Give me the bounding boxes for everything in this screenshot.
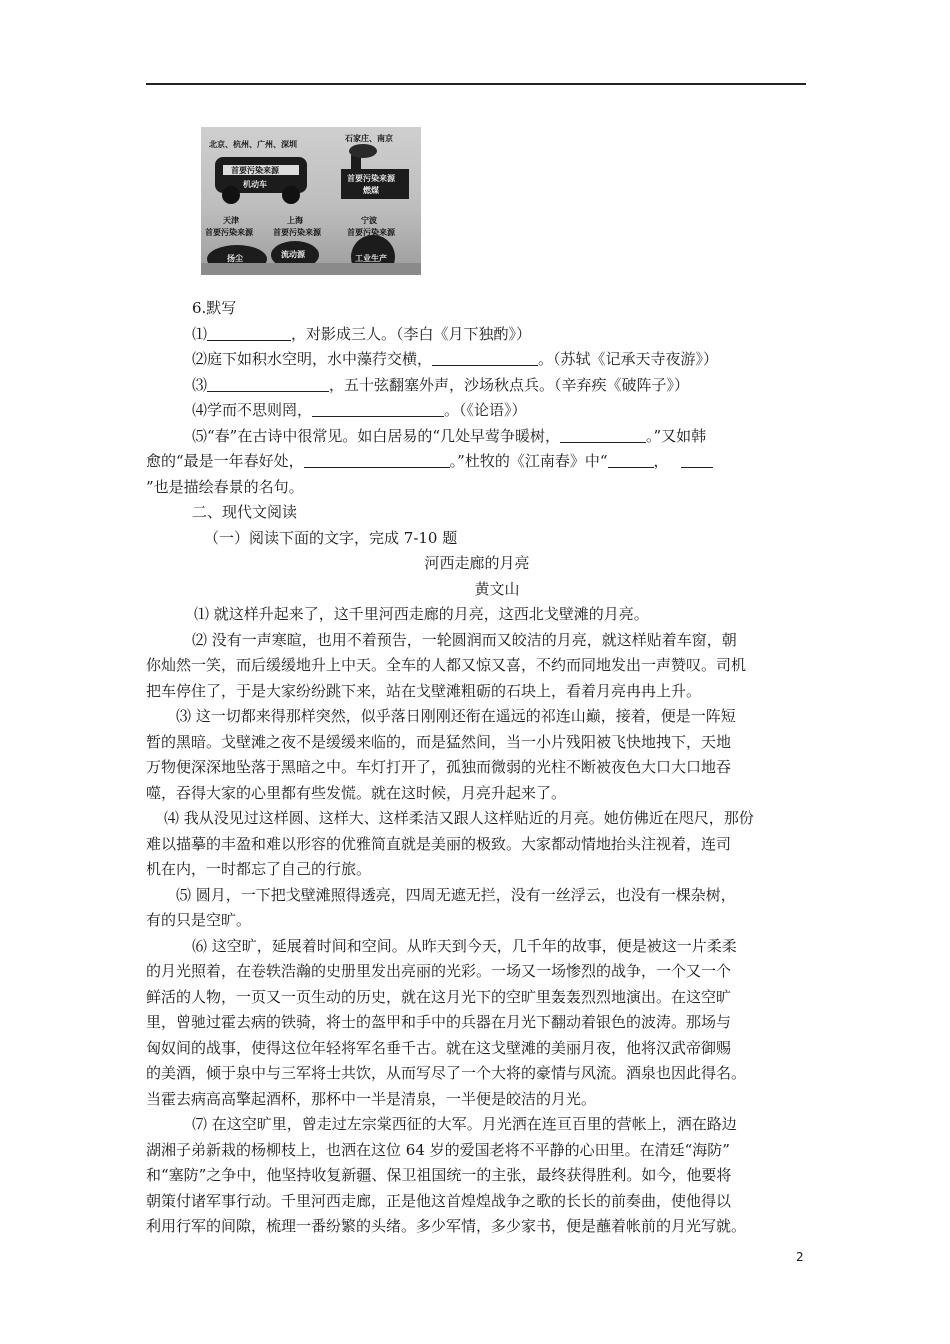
- paragraph-4-line-3: 机在内，一时都忘了自己的行旅。: [146, 860, 372, 878]
- paragraph-2-line-2: 你灿然一笑，而后缓缓地升上中天。全车的人都又惊又喜，不约而同地发出一声赞叹。司机: [146, 656, 747, 674]
- q5-text-3: 愈的“最是一年春好处，: [146, 452, 304, 470]
- paragraph-3-line-2: 暂的黑暗。戈壁滩之夜不是缓缓来临的，而是猛然间，当一小片残阳被飞快地拽下，天地: [146, 732, 732, 751]
- figure-label-dust: 扬尘: [227, 254, 243, 263]
- paragraph-3-line-1: ⑶ 这一切都来得那样突然，似乎落日刚刚还衔在遥远的祁连山巅，接着，便是一阵短: [176, 707, 736, 725]
- paragraph-6-line-2: 的月光照着，在卷轶浩瀚的史册里发出亮丽的光彩。一场又一场惨烈的战争，一个又一个: [146, 962, 732, 980]
- question-5-line-1: [146, 424, 808, 450]
- figure-label-sub1: 首要污染来源: [205, 228, 253, 237]
- answer-blank-1[interactable]: [207, 324, 291, 341]
- paragraph-5-line-2: 有的只是空旷。: [146, 911, 252, 929]
- paragraph-2-line-3: 把车停住了，于是大家纷纷跳下来，站在戈壁滩粗砺的石块上，看着月亮冉冉上升。: [146, 681, 702, 700]
- paragraph-4-line-2: 难以描摹的丰盈和难以形容的优雅简直就是美丽的极致。大家都动情地抬头注视着，连司: [146, 834, 732, 853]
- q1-text: ，对影成三人。（李白《月下独酌》）: [291, 324, 532, 343]
- header-rule: [146, 83, 806, 85]
- answer-blank-3[interactable]: [207, 375, 329, 392]
- page-number: 2: [796, 1250, 804, 1264]
- paragraph-7-line-2: 湖湘子弟新栽的杨柳枝上，也洒在这位 64 岁的爱国老将不平静的心田里。在清廷“海防”: [146, 1140, 730, 1159]
- paragraph-6-line-3: 鲜活的人物，一页又一页生动的历史，就在这月光下的空旷里轰轰烈烈地演出。在这空旷: [146, 987, 732, 1006]
- article-title: 河西走廊的月亮: [424, 554, 530, 572]
- paragraph-6-line-1: ⑹ 这空旷，延展着时间和空间。从昨天到今天，几千年的故事，便是被这一片柔柔: [192, 936, 737, 955]
- figure-label-coal: 燃煤: [363, 186, 379, 195]
- section-6-title: 6.默写: [192, 299, 237, 317]
- paragraph-7-line-4: 朝策付诸军事行动。千里河西走廊，正是他这首煌煌战争之歌的长长的前奏曲，使他得以: [146, 1191, 732, 1210]
- q4-text-end: 。（《论语》）: [444, 401, 527, 419]
- figure-label-industry: 工业生产: [355, 254, 387, 263]
- paragraph-3-line-3: 万物便深深地坠落于黑暗之中。车灯打开了，孤独而微弱的光柱不断被夜色大口大口地吞: [146, 758, 732, 776]
- q3-text: ，五十弦翻塞外声，沙场秋点兵。（辛弃疾《破阵子》）: [329, 375, 690, 394]
- answer-blank-5b[interactable]: [304, 451, 450, 468]
- question-1: [146, 322, 808, 348]
- paragraph-4-line-1: ⑷ 我从没见过这样圆、这样大、这样柔洁又跟人这样贴近的月亮。她仿佛近在咫尺，那份: [164, 809, 754, 827]
- pollution-sources-figure: [201, 127, 421, 275]
- answer-blank-5d[interactable]: [681, 451, 713, 468]
- figure-label-cities-2: 石家庄、南京: [345, 134, 393, 143]
- figure-label-car-title: 首要污染来源: [231, 166, 279, 175]
- question-2: [146, 347, 808, 373]
- paragraph-6-line-6: 的美酒，倾于泉中与三军将士共饮，从而写尽了一个大将的豪情与风流。酒泉也因此得名。: [146, 1064, 747, 1082]
- question-5-line-3: ”也是描绘春景的名句。: [146, 477, 304, 496]
- paragraph-7-line-5: 利用行军的间隙，梳理一番纷繁的头绪。多少军情，多少家书，便是蘸着帐前的月光写就。: [146, 1217, 747, 1235]
- q3-num: ⑶: [192, 375, 208, 394]
- figure-label-sub3: 首要污染来源: [347, 228, 395, 237]
- q2-text-end: 。（苏轼《记承天寺夜游》）: [538, 350, 719, 368]
- q5-text-5: ，: [653, 452, 669, 470]
- figure-label-sub2: 首要污染来源: [273, 228, 321, 237]
- question-4: [146, 398, 808, 424]
- question-5-line-2: [146, 449, 808, 475]
- paragraph-7-line-3: 和“塞防”之争中，他坚持收复新疆、保卫祖国统一的主张，最终获得胜利。如今，他要将: [146, 1166, 732, 1184]
- paragraph-2-line-1: ⑵ 没有一声寒暄，也用不着预告，一轮圆润而又皎洁的月亮，就这样贴着车窗，朝: [192, 630, 737, 649]
- answer-blank-5c[interactable]: [608, 451, 654, 468]
- section-2-instruction: （一）阅读下面的文字，完成 7-10 题: [204, 528, 458, 547]
- q5-text-4: 。”杜牧的《江南春》中“: [449, 452, 608, 470]
- q5-text-2: 。”又如韩: [646, 426, 707, 445]
- figure-label-cities-1: 北京、杭州、广州、深圳: [209, 140, 297, 149]
- question-3: [146, 373, 808, 399]
- paragraph-6-line-7: 当霍去病高高擎起酒杯，那杯中一半是清泉，一半便是皎洁的月光。: [146, 1089, 597, 1108]
- figure-label-ningbo: 宁波: [361, 216, 377, 225]
- figure-label-coal-title: 首要污染来源: [347, 174, 395, 183]
- q5-text-1: ⑸“春”在古诗中很常见。如白居易的“几处早莺争暖树，: [192, 426, 561, 445]
- paragraph-6-line-4: 里，曾驰过霍去病的铁骑，将士的盔甲和手中的兵器在月光下翻动着银色的波涛。那场与: [146, 1013, 732, 1031]
- figure-label-mobile: 流动源: [281, 250, 305, 259]
- paragraph-1: ⑴ 就这样升起来了，这千里河西走廊的月亮，这西北戈壁滩的月亮。: [194, 605, 649, 623]
- page-content: [146, 296, 808, 1240]
- figure-label-tianjin: 天津: [223, 216, 239, 225]
- section-2-heading: 二、现代文阅读: [192, 503, 298, 521]
- paragraph-3-line-4: 噬，吞得大家的心里都有些发慌。就在这时候，月亮升起来了。: [146, 783, 567, 802]
- figure-label-car: 机动车: [243, 180, 267, 189]
- answer-blank-5a[interactable]: [560, 426, 646, 443]
- q1-num: ⑴: [192, 324, 208, 343]
- figure-label-shanghai: 上海: [287, 216, 303, 225]
- paragraph-6-line-5: 匈奴间的战事，使得这位年轻将军名垂千古。就在这戈壁滩的美丽月夜，他将汉武帝御赐: [146, 1038, 732, 1057]
- paragraph-5-line-1: ⑸ 圆月，一下把戈壁滩照得透亮，四周无遮无拦，没有一丝浮云，也没有一棵杂树，: [176, 885, 736, 904]
- article-author: 黄文山: [474, 579, 520, 598]
- q4-text-start: ⑷学而不思则罔，: [192, 401, 313, 419]
- paragraph-7-line-1: ⑺ 在这空旷里，曾走过左宗棠西征的大军。月光洒在连亘百里的营帐上，洒在路边: [192, 1115, 737, 1133]
- answer-blank-4[interactable]: [312, 400, 444, 417]
- answer-blank-2[interactable]: [432, 349, 538, 366]
- q2-text-start: ⑵庭下如积水空明，水中藻荇交横，: [192, 350, 433, 368]
